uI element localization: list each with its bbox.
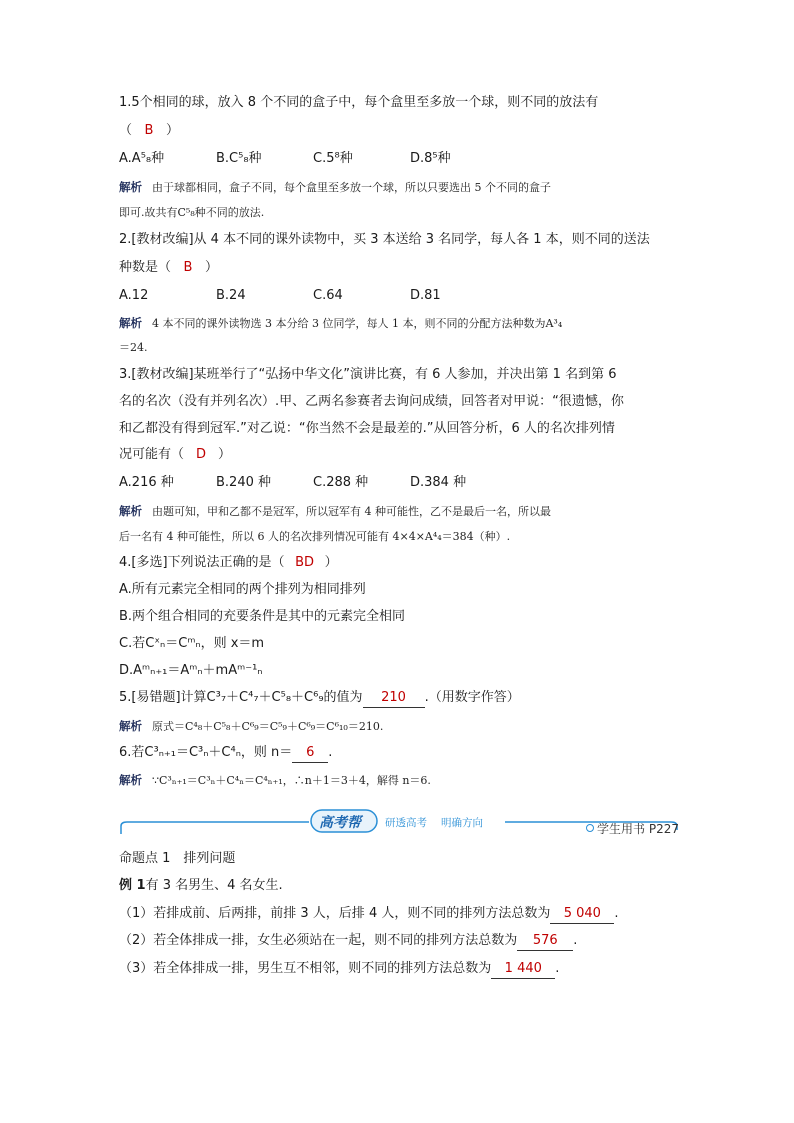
q3-stem-3: 和乙都没有得到冠军.”对乙说：“你当然不会是最差的.”从回答分析，6 人的名次排列情 (119, 421, 615, 436)
example-1-part-2: （2）若全体排成一排，女生必须站在一起，则不同的排列方法总数为 576 . (119, 932, 577, 951)
q1-option-a: A.A⁵₈种 (119, 151, 165, 166)
q3-option-c: C.288 种 (313, 475, 369, 490)
q3-options (119, 474, 507, 492)
q1-option-d: D.8⁵种 (410, 151, 451, 166)
banner-slogan-1: 研透高考 (385, 817, 427, 829)
q6-explanation: 解析 ∵C³ₙ₊₁＝C³ₙ＋C⁴ₙ＝C⁴ₙ₊₁，∴n＋1＝3＋4，解得 n＝6. (119, 773, 431, 787)
bullet-circle-icon (586, 824, 594, 832)
q3-stem-1: 3.[教材改编]某班举行了“弘扬中华文化”演讲比赛，有 6 人参加，并决出第 1 名到第 6 (119, 367, 617, 382)
example-1-part-1: （1）若排成前、后两排，前排 3 人，后排 4 人，则不同的排列方法总数为 5 040 . (119, 905, 618, 924)
q5-stem: 5.[易错题]计算C³₇＋C⁴₇＋C⁵₈＋C⁶₉的值为 210 .（用数字作答） (119, 689, 520, 708)
part-1-answer-blank: 5 040 (550, 905, 614, 924)
banner-slogan-2: 明确方向 (441, 817, 483, 829)
q2-stem-2: 种数是（ B ） (119, 260, 219, 275)
q2-option-c: C.64 (313, 288, 343, 303)
q3-stem-2: 名的名次（没有并列名次）.甲、乙两名参赛者去询问成绩，回答者对甲说：“很遗憾，你 (119, 394, 624, 409)
q3-answer: D (196, 447, 207, 462)
q5-answer-blank: 210 (363, 689, 425, 708)
q2-option-d: D.81 (410, 288, 441, 303)
part-3-answer-blank: 1 440 (491, 960, 555, 979)
example-1-stem: 例 1有 3 名男生、4 名女生. (119, 878, 283, 893)
q1-option-b: B.C⁵₈种 (216, 151, 262, 166)
q4-option-d: D.Aᵐₙ₊₁＝Aᵐₙ＋mAᵐ⁻¹ₙ (119, 663, 263, 678)
q4-stem: 4.[多选]下列说法正确的是（ BD ） (119, 555, 338, 570)
q4-option-b: B.两个组合相同的充要条件是其中的元素完全相同 (119, 609, 406, 624)
q2-answer: B (183, 260, 193, 275)
q2-options (119, 287, 507, 305)
q1-stem: 1.5个相同的球，放入 8 个不同的盒子中，每个盒里至多放一个球，则不同的放法有 (119, 95, 599, 110)
q2-option-a: A.12 (119, 288, 149, 303)
q3-option-b: B.240 种 (216, 475, 271, 490)
q1-options (119, 150, 507, 168)
q6-stem: 6.若C³ₙ₊₁＝C³ₙ＋C⁴ₙ，则 n＝ 6 . (119, 744, 332, 763)
topic-heading: 命题点 1 排列问题 (119, 851, 236, 866)
q3-explanation-2: 后一名有 4 种可能性，所以 6 人的名次排列情况可能有 4×4×A⁴₄＝384（种）. (119, 530, 511, 543)
banner-title: 高考帮 (319, 815, 361, 831)
q4-option-c: C.若Cˣₙ＝Cᵐₙ，则 x＝m (119, 636, 265, 651)
q2-explanation-1: 解析 4 本不同的课外读物选 3 本分给 3 位同学，每人 1 本，则不同的分配方法种数为A³₄ (119, 316, 563, 330)
part-2-answer-blank: 576 (517, 932, 573, 951)
q1-answer-paren: （ B ） (119, 123, 180, 138)
q1-explanation-2: 即可.故共有C⁵₈种不同的放法. (119, 206, 265, 219)
example-1-part-3: （3）若全体排成一排，男生互不相邻，则不同的排列方法总数为 1 440 . (119, 960, 559, 979)
q1-explanation-1: 解析 由于球都相同，盒子不同，每个盒里至多放一个球，所以只要选出 5 个不同的盒子 (119, 180, 551, 194)
q1-answer: B (144, 123, 154, 138)
q2-option-b: B.24 (216, 288, 246, 303)
q1-option-c: C.5⁸种 (313, 151, 353, 166)
student-book-ref: 学生用书 P227 (586, 820, 679, 837)
q5-explanation: 解析 原式＝C⁴₈＋C⁵₈＋C⁶₉＝C⁵₉＋C⁶₉＝C⁶₁₀＝210. (119, 719, 384, 733)
q3-option-d: D.384 种 (410, 475, 467, 490)
q3-explanation-1: 解析 由题可知，甲和乙都不是冠军，所以冠军有 4 种可能性，乙不是最后一名，所以最 (119, 504, 551, 518)
q2-stem-1: 2.[教材改编]从 4 本不同的课外读物中，买 3 本送给 3 名同学，每人各 1 本，则不同的送法 (119, 232, 650, 247)
q4-answer: BD (295, 555, 315, 570)
q4-option-a: A.所有元素完全相同的两个排列为相同排列 (119, 582, 366, 597)
q3-option-a: A.216 种 (119, 475, 174, 490)
q2-explanation-2: ＝24. (119, 341, 148, 354)
q6-answer-blank: 6 (292, 744, 328, 763)
q3-stem-4: 况可能有（ D ） (119, 447, 232, 462)
